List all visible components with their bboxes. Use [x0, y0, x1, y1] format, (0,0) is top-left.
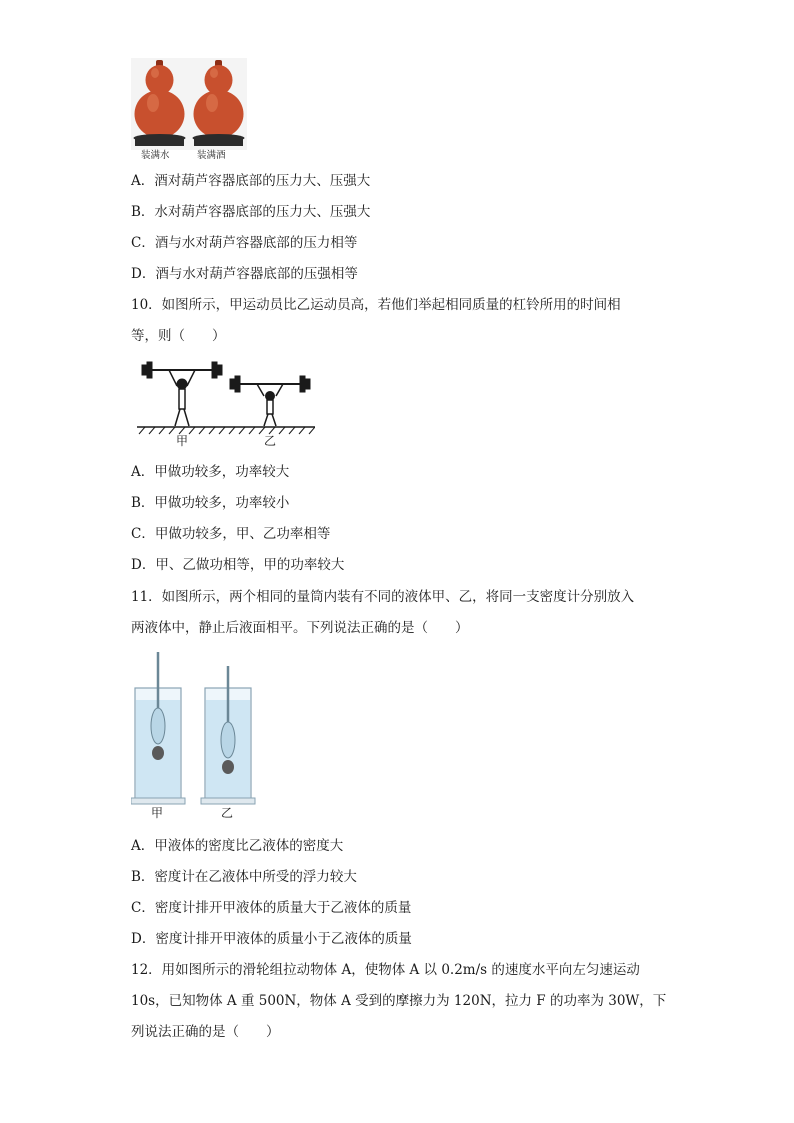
hydrometer-figure-image: [131, 648, 266, 806]
hydrometer-figure: [131, 648, 266, 824]
ground-line: [137, 427, 315, 434]
cylinder-yi: [201, 666, 255, 804]
cylinder-label-yi: 乙: [221, 806, 234, 820]
q10-option-a: A．甲做功较多，功率较大: [131, 464, 290, 480]
weightlifter-figure-image: [137, 356, 315, 436]
q9-option-b: B．水对葫芦容器底部的压力大、压强大: [131, 204, 371, 220]
cylinder-label-jia: 甲: [151, 806, 164, 820]
q11-stem-line1: 11．如图所示，两个相同的量筒内装有不同的液体甲、乙，将同一支密度计分别放入: [131, 589, 635, 605]
q10-option-b: B．甲做功较多，功率较小: [131, 495, 290, 511]
q11-option-a: A．甲液体的密度比乙液体的密度大: [131, 838, 344, 854]
q11-option-c: C．密度计排开甲液体的质量大于乙液体的质量: [131, 900, 412, 916]
gourd-figure-image: [131, 58, 247, 150]
q11-option-d: D．密度计排开甲液体的质量小于乙液体的质量: [131, 931, 412, 947]
q10-option-d: D．甲、乙做功相等，甲的功率较大: [131, 557, 345, 573]
gourd-figure: [131, 58, 247, 164]
q10-option-c: C．甲做功较多，甲、乙功率相等: [131, 526, 331, 542]
gourd-caption-wine: 装满酒: [197, 150, 226, 161]
q9-option-a: A．酒对葫芦容器底部的压力大、压强大: [131, 173, 371, 189]
cylinder-jia: [131, 652, 185, 804]
q12-stem-line2: 10s，已知物体 A 重 500N，物体 A 受到的摩擦力为 120N，拉力 F 的功率为 30W，下: [131, 993, 667, 1009]
q11-stem-line2: 两液体中，静止后液面相平。下列说法正确的是（ ）: [131, 620, 469, 636]
q10-stem-line1: 10．如图所示，甲运动员比乙运动员高，若他们举起相同质量的杠铃所用的时间相: [131, 297, 621, 313]
q11-option-b: B．密度计在乙液体中所受的浮力较大: [131, 869, 357, 885]
weightlifter-figure: [137, 356, 315, 452]
q10-stem-line2: 等，则（ ）: [131, 328, 226, 344]
q12-stem-line3: 列说法正确的是（ ）: [131, 1024, 280, 1040]
lifter-yi: [230, 376, 310, 426]
lifter-jia: [142, 362, 222, 426]
gourd-caption-water: 装满水: [141, 150, 170, 161]
lifter-label-yi: 乙: [264, 434, 277, 448]
q12-stem-line1: 12．用如图所示的滑轮组拉动物体 A，使物体 A 以 0.2m/s 的速度水平向左匀速运动: [131, 962, 640, 978]
q9-option-d: D．酒与水对葫芦容器底部的压强相等: [131, 266, 358, 282]
q9-option-c: C．酒与水对葫芦容器底部的压力相等: [131, 235, 358, 251]
lifter-label-jia: 甲: [176, 434, 189, 448]
